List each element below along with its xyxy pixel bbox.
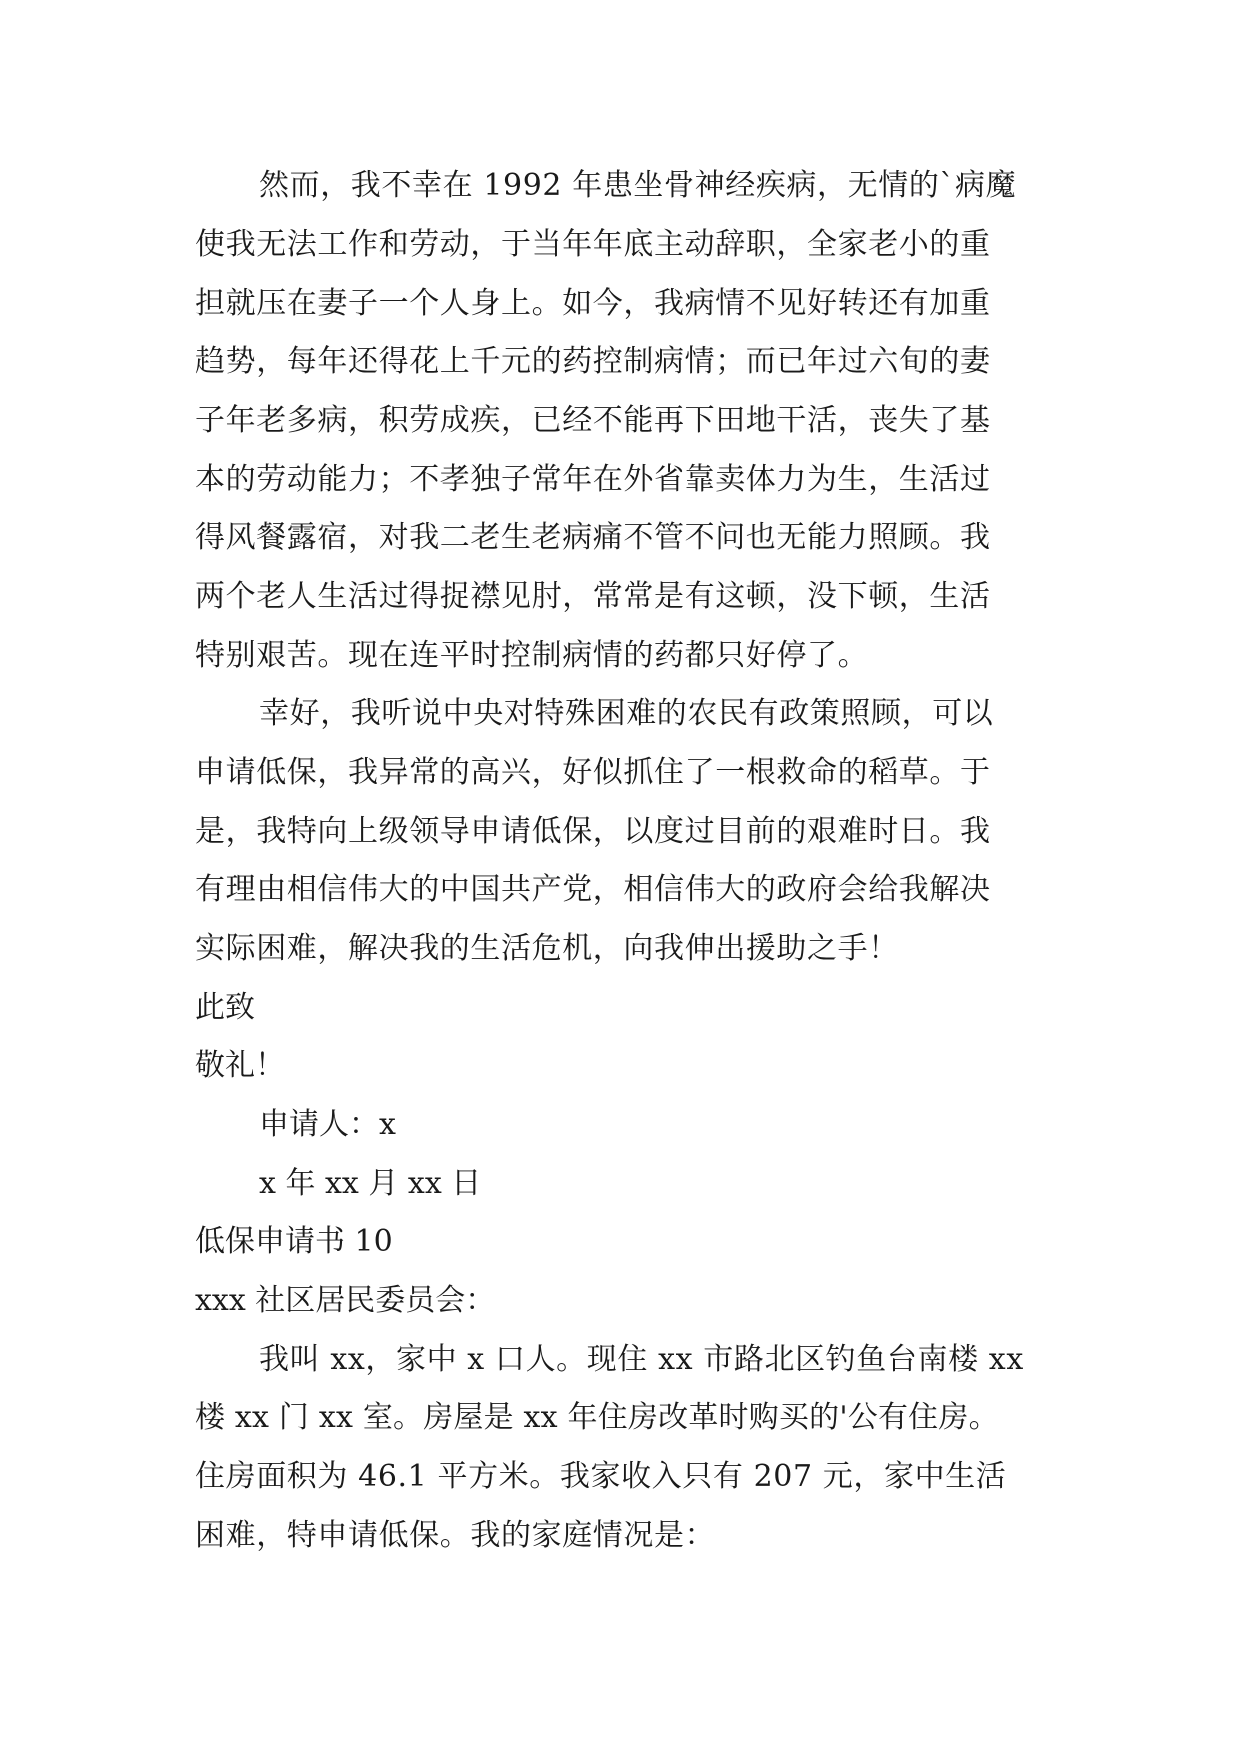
paragraph-line-7: 得风餐露宿，对我二老生老病痛不管不问也无能力照顾。我 (195, 520, 991, 555)
paragraph-line-18: 困难，特申请低保。我的家庭情况是： (195, 1518, 716, 1553)
paragraph-line-11: 申请低保，我异常的高兴，好似抓住了一根救命的稻草。于 (195, 755, 991, 790)
applicant-signature: 申请人：x (259, 1107, 396, 1142)
recipient-line: xxx 社区居民委员会： (195, 1283, 496, 1318)
paragraph-line-12: 是，我特向上级领导申请低保，以度过目前的艰难时日。我 (195, 814, 991, 849)
paragraph-line-1: 然而，我不幸在 1992 年患坐骨神经疾病，无情的`病魔 (259, 168, 1017, 203)
paragraph-line-9: 特别艰苦。现在连平时控制病情的药都只好停了。 (195, 638, 869, 673)
paragraph-line-10: 幸好，我听说中央对特殊困难的农民有政策照顾，可以 (259, 696, 994, 731)
paragraph-line-8: 两个老人生活过得捉襟见肘，常常是有这顿，没下顿，生活 (195, 579, 991, 614)
section-title: 低保申请书 10 (195, 1224, 393, 1259)
signature-date: x 年 xx 月 xx 日 (259, 1166, 482, 1201)
paragraph-line-16: 楼 xx 门 xx 室。房屋是 xx 年住房改革时购买的'公有住房。 (195, 1400, 999, 1435)
paragraph-line-2: 使我无法工作和劳动，于当年年底主动辞职，全家老小的重 (195, 227, 991, 262)
paragraph-line-15: 我叫 xx，家中 x 口人。现住 xx 市路北区钓鱼台南楼 xx (259, 1342, 1024, 1377)
paragraph-line-3: 担就压在妻子一个人身上。如今，我病情不见好转还有加重 (195, 286, 991, 321)
paragraph-line-14: 实际困难，解决我的生活危机，向我伸出援助之手！ (195, 931, 899, 966)
paragraph-line-6: 本的劳动能力；不孝独子常年在外省靠卖体力为生，生活过 (195, 462, 991, 497)
closing-salutation: 此致 (195, 990, 255, 1025)
paragraph-line-13: 有理由相信伟大的中国共产党，相信伟大的政府会给我解决 (195, 872, 991, 907)
closing-regards: 敬礼！ (195, 1048, 285, 1083)
paragraph-line-4: 趋势，每年还得花上千元的药控制病情；而已年过六旬的妻 (195, 344, 991, 379)
paragraph-line-17: 住房面积为 46.1 平方米。我家收入只有 207 元，家中生活 (195, 1459, 1007, 1494)
paragraph-line-5: 子年老多病，积劳成疾，已经不能再下田地干活，丧失了基 (195, 403, 991, 438)
